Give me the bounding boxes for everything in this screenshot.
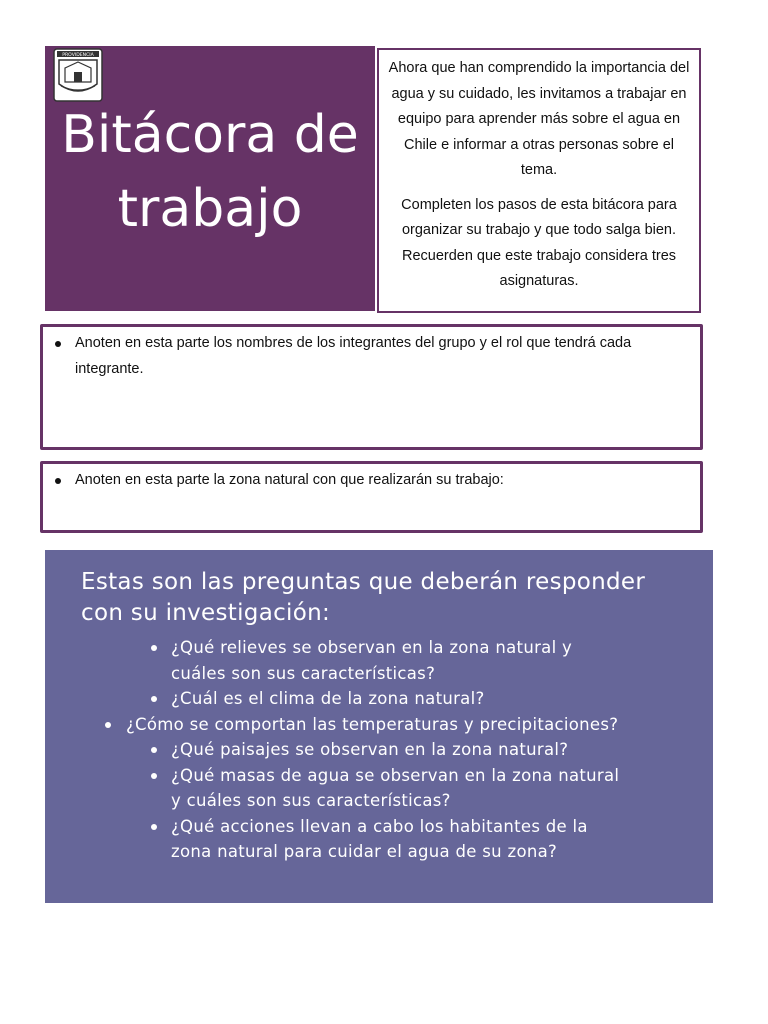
bullet-icon [151,773,157,779]
intro-paragraph-2: Completen los pasos de esta bitácora para organizar su trabajo y que todo salga bien. Recuerden que este trabajo considera tres asignaturas. [401,196,677,289]
questions-panel [45,550,713,903]
bullet-icon [151,747,157,753]
question-item [45,737,631,763]
question-text: ¿Qué relieves se observan en la zona natural y cuáles son sus características? [171,638,573,683]
question-item [45,712,686,738]
question-item [45,686,631,712]
intro-paragraph-1: Ahora que han comprendido la importancia del agua y su cuidado, les invitamos a trabajar en equipo para aprender más sobre el agua en Chile e informar a otras personas sobre el tema. [388,60,690,178]
page-title [45,98,375,246]
zone-field-box[interactable] [40,461,703,533]
question-text: ¿Qué paisajes se observan en la zona natural? [171,740,569,759]
logo-text: PROVIDENCIA [62,53,94,58]
question-item [45,635,631,686]
questions-list [45,635,713,865]
title-line-1: Bitácora de [61,105,359,165]
bullet-icon [151,645,157,651]
title-panel [45,46,375,311]
zone-instruction: Anoten en esta parte la zona natural con que realizarán su trabajo: [75,468,688,494]
intro-box [377,48,701,313]
question-item [45,814,631,865]
members-field-box[interactable] [40,324,703,450]
question-text: ¿Qué masas de agua se observan en la zona natural y cuáles son sus características? [171,765,620,810]
members-instruction: Anoten en esta parte los nombres de los integrantes del grupo y el rol que tendrá cada integrante. [75,331,688,382]
question-item [45,763,631,814]
question-text: ¿Qué acciones llevan a cabo los habitantes de la zona natural para cuidar el agua de su zona? [171,816,588,861]
bullet-icon [151,824,157,830]
bullet-icon [151,696,157,702]
school-crest-icon [53,48,103,102]
question-text: ¿Cuál es el clima de la zona natural? [171,689,485,708]
questions-heading: Estas son las preguntas que deberán responder con su investigación: [81,569,646,626]
bullet-icon [105,722,111,728]
title-line-2: trabajo [117,179,303,239]
question-text: ¿Cómo se comportan las temperaturas y precipitaciones? [126,714,619,734]
